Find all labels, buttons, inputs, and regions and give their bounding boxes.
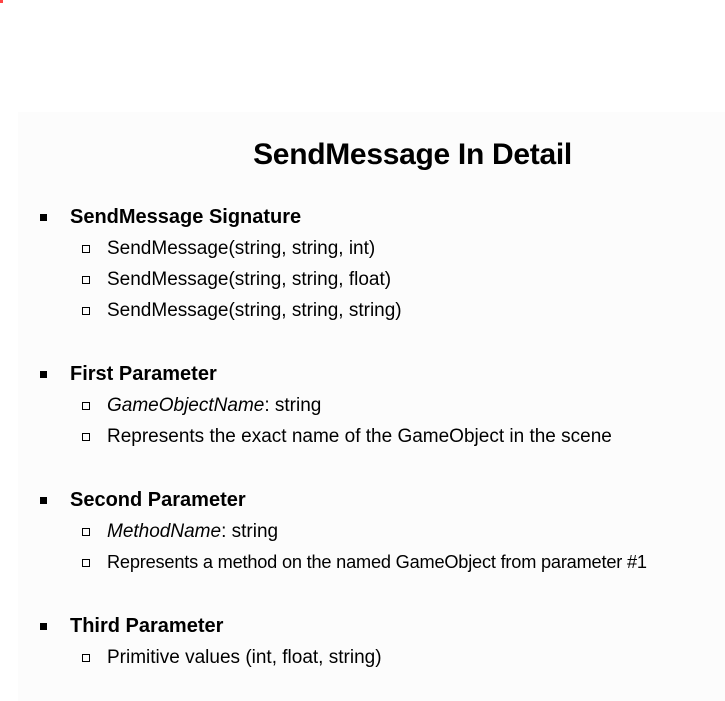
parameter-type: : string	[221, 521, 279, 542]
square-bullet-icon	[40, 497, 47, 504]
list-item-text: Primitive values (int, float, string)	[107, 647, 382, 668]
hollow-square-bullet-icon	[82, 559, 90, 567]
hollow-square-bullet-icon	[82, 433, 90, 441]
parameter-name: MethodName	[107, 521, 222, 542]
section-heading-label: SendMessage Signature	[70, 206, 302, 228]
list-item-text: SendMessage(string, string, int)	[107, 238, 376, 259]
list-item-text: Represents the exact name of the GameObject in the scene	[107, 426, 612, 447]
hollow-square-bullet-icon	[82, 245, 90, 253]
hollow-square-bullet-icon	[82, 402, 90, 410]
section-heading-third-parameter	[40, 615, 223, 638]
parameter-name: GameObjectName	[107, 395, 265, 416]
list-item-text: Represents a method on the named GameObject from parameter #1	[107, 552, 647, 572]
list-item	[82, 300, 402, 322]
list-item	[82, 395, 321, 417]
hollow-square-bullet-icon	[82, 307, 90, 315]
square-bullet-icon	[40, 371, 47, 378]
list-item	[82, 552, 647, 573]
list-item	[82, 521, 278, 543]
section-heading-label: First Parameter	[70, 363, 217, 385]
section-heading-label: Second Parameter	[70, 489, 246, 511]
list-item	[82, 269, 391, 291]
section-heading-first-parameter	[40, 363, 217, 386]
square-bullet-icon	[40, 623, 47, 630]
list-item	[82, 238, 375, 260]
section-heading-signature	[40, 206, 301, 229]
hollow-square-bullet-icon	[82, 276, 90, 284]
square-bullet-icon	[40, 214, 47, 221]
parameter-type: : string	[264, 395, 322, 416]
list-item-text: SendMessage(string, string, string)	[107, 300, 402, 321]
corner-marker	[0, 0, 3, 3]
section-heading-label: Third Parameter	[70, 615, 224, 637]
slide-title: SendMessage In Detail	[253, 138, 572, 171]
hollow-square-bullet-icon	[82, 654, 90, 662]
list-item-text: SendMessage(string, string, float)	[107, 269, 392, 290]
section-heading-second-parameter	[40, 489, 246, 512]
list-item	[82, 426, 612, 448]
hollow-square-bullet-icon	[82, 528, 90, 536]
list-item	[82, 647, 382, 669]
